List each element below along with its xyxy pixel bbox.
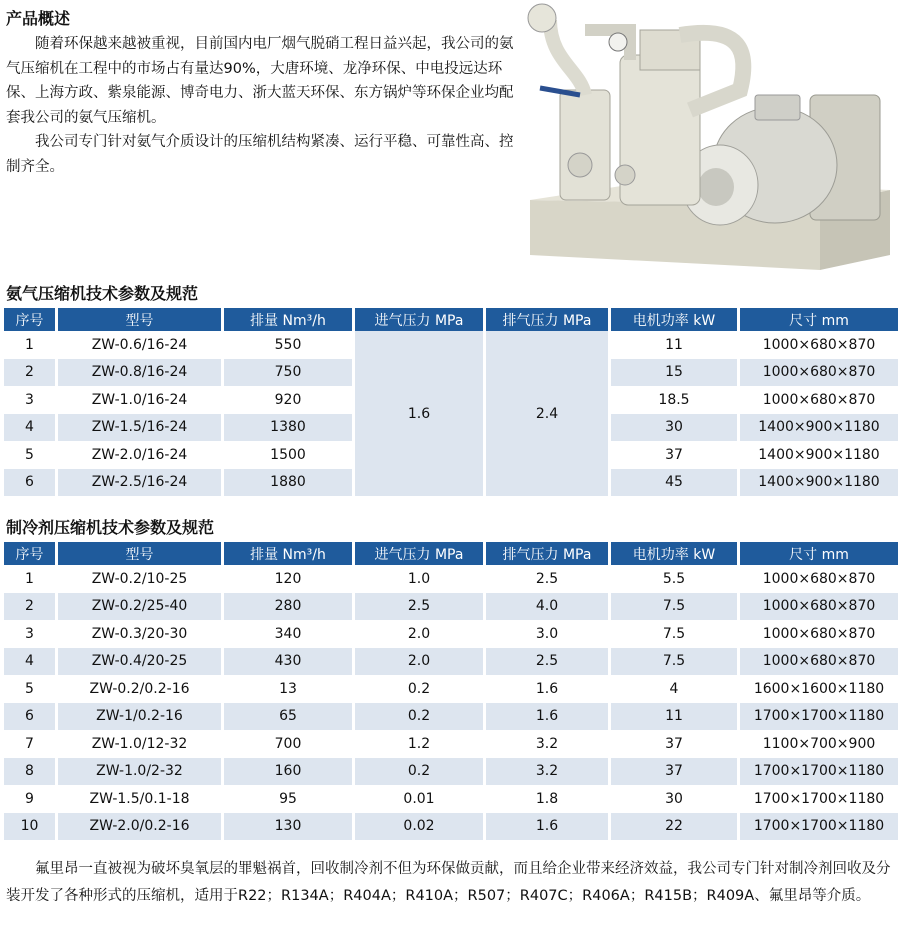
cell-intake-pressure: 2.0 bbox=[355, 620, 486, 648]
cell-displacement: 280 bbox=[224, 593, 355, 621]
cell-motor-power: 7.5 bbox=[611, 620, 740, 648]
cell-model: ZW-0.8/16-24 bbox=[58, 359, 224, 387]
cell-exhaust-pressure: 3.0 bbox=[486, 620, 611, 648]
cell-motor-power: 7.5 bbox=[611, 648, 740, 676]
footer-text bbox=[6, 856, 896, 910]
cell-index: 7 bbox=[4, 730, 58, 758]
intro-title: 产品概述 bbox=[6, 9, 71, 28]
cell-displacement: 160 bbox=[224, 758, 355, 786]
cell-model: ZW-1.5/16-24 bbox=[58, 414, 224, 442]
cell-motor-power: 11 bbox=[611, 331, 740, 359]
cell-model: ZW-0.2/10-25 bbox=[58, 565, 224, 593]
cell-exhaust-pressure: 4.0 bbox=[486, 593, 611, 621]
cell-displacement: 1500 bbox=[224, 441, 355, 469]
cell-motor-power: 18.5 bbox=[611, 386, 740, 414]
cell-exhaust-pressure: 1.6 bbox=[486, 703, 611, 731]
cell-displacement: 550 bbox=[224, 331, 355, 359]
cell-motor-power: 11 bbox=[611, 703, 740, 731]
cell-exhaust-pressure: 1.6 bbox=[486, 813, 611, 841]
cell-motor-power: 37 bbox=[611, 730, 740, 758]
cell-intake-pressure: 0.2 bbox=[355, 758, 486, 786]
cell-exhaust-pressure: 2.5 bbox=[486, 565, 611, 593]
cell-size: 1000×680×870 bbox=[762, 391, 876, 408]
col-header-intake-pressure: 进气压力 MPa bbox=[355, 542, 486, 565]
cell-index: 3 bbox=[4, 386, 58, 414]
cell-displacement: 920 bbox=[224, 386, 355, 414]
cell-displacement: 750 bbox=[224, 359, 355, 387]
cell-size: 1100×700×900 bbox=[762, 735, 876, 752]
cell-intake-pressure: 1.2 bbox=[355, 730, 486, 758]
table-row bbox=[4, 758, 898, 786]
col-header-index: 序号 bbox=[4, 308, 58, 331]
cell-displacement: 130 bbox=[224, 813, 355, 841]
cell-displacement: 13 bbox=[224, 675, 355, 703]
cell-motor-power: 15 bbox=[611, 359, 740, 387]
table-row bbox=[4, 565, 898, 593]
cell-intake-pressure: 2.5 bbox=[355, 593, 486, 621]
cell-index: 8 bbox=[4, 758, 58, 786]
cell-motor-power: 45 bbox=[611, 469, 740, 497]
cell-size: 1600×1600×1180 bbox=[753, 680, 885, 697]
table-row bbox=[4, 730, 898, 758]
cell-index: 4 bbox=[4, 648, 58, 676]
col-header-model: 型号 bbox=[58, 542, 224, 565]
cell-intake-pressure: 1.6 bbox=[355, 331, 486, 496]
cell-index: 1 bbox=[4, 565, 58, 593]
cell-model: ZW-1.0/12-32 bbox=[58, 730, 224, 758]
cell-exhaust-pressure: 2.4 bbox=[486, 331, 611, 496]
cell-displacement: 430 bbox=[224, 648, 355, 676]
cell-index: 5 bbox=[4, 675, 58, 703]
cell-index: 6 bbox=[4, 703, 58, 731]
table-header-row bbox=[4, 542, 898, 565]
cell-model: ZW-1/0.2-16 bbox=[58, 703, 224, 731]
table-row bbox=[4, 648, 898, 676]
cell-displacement: 700 bbox=[224, 730, 355, 758]
cell-exhaust-pressure: 1.8 bbox=[486, 785, 611, 813]
cell-model: ZW-2.5/16-24 bbox=[58, 469, 224, 497]
cell-size: 1700×1700×1180 bbox=[753, 790, 885, 807]
col-header-size: 尺寸 mm bbox=[740, 542, 898, 565]
cell-index: 2 bbox=[4, 593, 58, 621]
table-row bbox=[4, 813, 898, 841]
refrigerant-spec-table bbox=[4, 542, 898, 840]
cell-motor-power: 7.5 bbox=[611, 593, 740, 621]
cell-intake-pressure: 2.0 bbox=[355, 648, 486, 676]
table-row bbox=[4, 785, 898, 813]
compressor-photo bbox=[520, 0, 900, 280]
cell-motor-power: 30 bbox=[611, 785, 740, 813]
cell-size: 1000×680×870 bbox=[740, 359, 898, 387]
cell-intake-pressure: 0.01 bbox=[355, 785, 486, 813]
cell-size: 1000×680×870 bbox=[740, 593, 898, 621]
cell-size: 1700×1700×1180 bbox=[740, 813, 898, 841]
cell-exhaust-pressure: 2.5 bbox=[486, 648, 611, 676]
cell-model: ZW-0.6/16-24 bbox=[58, 331, 224, 359]
cell-displacement: 1880 bbox=[224, 469, 355, 497]
cell-model: ZW-0.3/20-30 bbox=[58, 620, 224, 648]
table-row bbox=[4, 703, 898, 731]
intro-text bbox=[6, 32, 516, 179]
footer-paragraph: 氟里昂一直被视为破坏臭氧层的罪魁祸首，回收制冷剂不但为环保做贡献，而且给企业带来经济效益，我公司专门针对制冷剂回收及分装开发了各种形式的压缩机，适用于R22；R134A；R404A；R410A；R507；R407C；R406A；R415B；R409A、氟里昂等介质。 bbox=[6, 861, 891, 904]
cell-intake-pressure: 0.2 bbox=[355, 703, 486, 731]
ammonia-spec-table bbox=[4, 308, 898, 496]
cell-model: ZW-0.2/25-40 bbox=[58, 593, 224, 621]
cell-exhaust-pressure: 3.2 bbox=[486, 758, 611, 786]
cell-size: 1700×1700×1180 bbox=[740, 758, 898, 786]
cell-motor-power: 4 bbox=[611, 675, 740, 703]
cell-index: 2 bbox=[4, 359, 58, 387]
cell-model: ZW-2.0/0.2-16 bbox=[58, 813, 224, 841]
cell-index: 3 bbox=[4, 620, 58, 648]
cell-size: 1400×900×1180 bbox=[740, 469, 898, 497]
table-row bbox=[4, 593, 898, 621]
cell-displacement: 65 bbox=[224, 703, 355, 731]
cell-model: ZW-1.0/16-24 bbox=[58, 386, 224, 414]
cell-size: 1700×1700×1180 bbox=[740, 703, 898, 731]
cell-model: ZW-1.0/2-32 bbox=[58, 758, 224, 786]
cell-model: ZW-0.2/0.2-16 bbox=[58, 675, 224, 703]
table-row bbox=[4, 675, 898, 703]
table-row bbox=[4, 620, 898, 648]
refrigerant-table-title: 制冷剂压缩机技术参数及规范 bbox=[6, 518, 215, 537]
cell-motor-power: 37 bbox=[611, 758, 740, 786]
cell-size: 1000×680×870 bbox=[762, 336, 876, 353]
cell-size: 1000×680×870 bbox=[762, 570, 876, 587]
cell-index: 5 bbox=[4, 441, 58, 469]
intro-paragraph: 随着环保越来越被重视，目前国内电厂烟气脱硝工程日益兴起，我公司的氨气压缩机在工程中的市场占有量达90%，大唐环境、龙净环保、中电投远达环保、上海方政、紫泉能源、博奇电力、浙大蓝天环保、东方锅炉等环保企业均配套我公司的氨气压缩机。 bbox=[6, 36, 514, 126]
cell-model: ZW-2.0/16-24 bbox=[58, 441, 224, 469]
col-header-motor-power: 电机功率 kW bbox=[611, 542, 740, 565]
cell-displacement: 340 bbox=[224, 620, 355, 648]
cell-displacement: 95 bbox=[224, 785, 355, 813]
col-header-exhaust-pressure: 排气压力 MPa bbox=[486, 542, 611, 565]
cell-intake-pressure: 0.2 bbox=[355, 675, 486, 703]
cell-size: 1000×680×870 bbox=[740, 648, 898, 676]
cell-index: 10 bbox=[4, 813, 58, 841]
cell-index: 4 bbox=[4, 414, 58, 442]
cell-exhaust-pressure: 3.2 bbox=[486, 730, 611, 758]
col-header-displacement: 排量 Nm³/h bbox=[224, 308, 355, 331]
cell-model: ZW-1.5/0.1-18 bbox=[58, 785, 224, 813]
cell-displacement: 120 bbox=[224, 565, 355, 593]
cell-model: ZW-0.4/20-25 bbox=[58, 648, 224, 676]
cell-size: 1400×900×1180 bbox=[740, 414, 898, 442]
col-header-model: 型号 bbox=[58, 308, 224, 331]
col-header-displacement: 排量 Nm³/h bbox=[224, 542, 355, 565]
cell-intake-pressure: 0.02 bbox=[355, 813, 486, 841]
table-row bbox=[4, 331, 898, 359]
cell-motor-power: 22 bbox=[611, 813, 740, 841]
cell-intake-pressure: 1.0 bbox=[355, 565, 486, 593]
intro-paragraph: 我公司专门针对氨气介质设计的压缩机结构紧凑、运行平稳、可靠性高、控制齐全。 bbox=[6, 134, 514, 175]
cell-motor-power: 30 bbox=[611, 414, 740, 442]
cell-index: 1 bbox=[4, 331, 58, 359]
cell-size: 1400×900×1180 bbox=[758, 446, 880, 463]
col-header-exhaust-pressure: 排气压力 MPa bbox=[486, 308, 611, 331]
ammonia-table-title: 氨气压缩机技术参数及规范 bbox=[6, 284, 199, 303]
cell-motor-power: 37 bbox=[611, 441, 740, 469]
cell-index: 9 bbox=[4, 785, 58, 813]
cell-exhaust-pressure: 1.6 bbox=[486, 675, 611, 703]
cell-size: 1000×680×870 bbox=[762, 625, 876, 642]
col-header-motor-power: 电机功率 kW bbox=[611, 308, 740, 331]
cell-displacement: 1380 bbox=[224, 414, 355, 442]
table-header-row bbox=[4, 308, 898, 331]
col-header-intake-pressure: 进气压力 MPa bbox=[355, 308, 486, 331]
cell-index: 6 bbox=[4, 469, 58, 497]
cell-motor-power: 5.5 bbox=[611, 565, 740, 593]
col-header-index: 序号 bbox=[4, 542, 58, 565]
col-header-size: 尺寸 mm bbox=[740, 308, 898, 331]
